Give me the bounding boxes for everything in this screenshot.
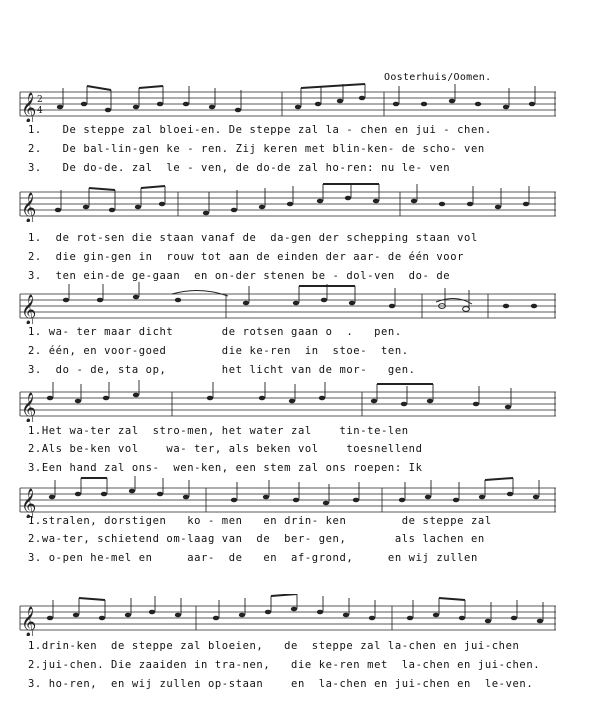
lyric-line: 2.jui-chen. Die zaaiden in tra-nen, die ke-ren met la-chen en jui-chen.: [28, 659, 541, 671]
music-staff-6: [0, 594, 600, 636]
lyric-line: 3. o-pen he-mel en aar- de en af-grond, en wij zullen: [28, 552, 478, 564]
svg-text:2: 2: [37, 95, 43, 105]
lyric-line: 1.stralen, dorstigen ko - men en drin- ken de steppe zal: [28, 515, 492, 527]
lyric-line: 3. do - de, sta op, het licht van de mor- gen.: [28, 364, 416, 376]
treble-clef-icon: 𝄞: [21, 393, 37, 422]
treble-clef-icon: 𝄞: [21, 295, 37, 324]
svg-text:4: 4: [37, 106, 43, 116]
lyric-line: 3.Een hand zal ons- wen-ken, een stem zal ons roepen: Ik: [28, 462, 423, 474]
lyric-line: 1. de rot-sen die staan vanaf de da-gen der schepping staan vol: [28, 232, 478, 244]
lyric-line: 2. De bal-lin-gen ke - ren. Zij keren met blin-ken- de scho- ven: [28, 143, 485, 155]
lyric-line: 3. ho-ren, en wij zullen op-staan en la-chen en jui-chen en le-ven.: [28, 678, 534, 690]
treble-clef-icon: 𝄞: [21, 93, 37, 122]
lyric-line: 1. De steppe zal bloei-en. De steppe zal la - chen en jui - chen.: [28, 124, 492, 136]
lyric-line: 2. één, en voor-goed die ke-ren in stoe- ten.: [28, 345, 409, 357]
lyric-line: 2.Als be-ken vol wa- ter, als beken vol toesnellend: [28, 443, 423, 455]
music-staff-2: [0, 180, 600, 222]
treble-clef-icon: 𝄞: [21, 607, 37, 636]
lyric-line: 3. ten ein-de ge-gaan en on-der stenen be - dol-ven do- de: [28, 270, 451, 282]
lyric-line: 1.drin-ken de steppe zal bloeien, de steppe zal la-chen en jui-chen: [28, 640, 520, 652]
composer-credit: Oosterhuis/Oomen.: [384, 72, 492, 83]
music-staff-3: [0, 282, 600, 324]
music-staff-1: [0, 80, 600, 122]
lyric-line: 3. De do-de. zal le - ven, de do-de zal ho-ren: nu le- ven: [28, 162, 451, 174]
treble-clef-icon: 𝄞: [21, 193, 37, 222]
lyric-line: 2.wa-ter, schietend om-laag van de ber- gen, als lachen en: [28, 533, 485, 545]
treble-clef-icon: 𝄞: [21, 489, 37, 518]
music-staff-5: [0, 476, 600, 518]
music-staff-4: [0, 380, 600, 422]
lyric-line: 1.Het wa-ter zal stro-men, het water zal tin-te-len: [28, 425, 409, 437]
lyric-line: 1. wa- ter maar dicht de rotsen gaan o . pen.: [28, 326, 402, 338]
lyric-line: 2. die gin-gen in rouw tot aan de einden der aar- de één voor: [28, 251, 465, 263]
